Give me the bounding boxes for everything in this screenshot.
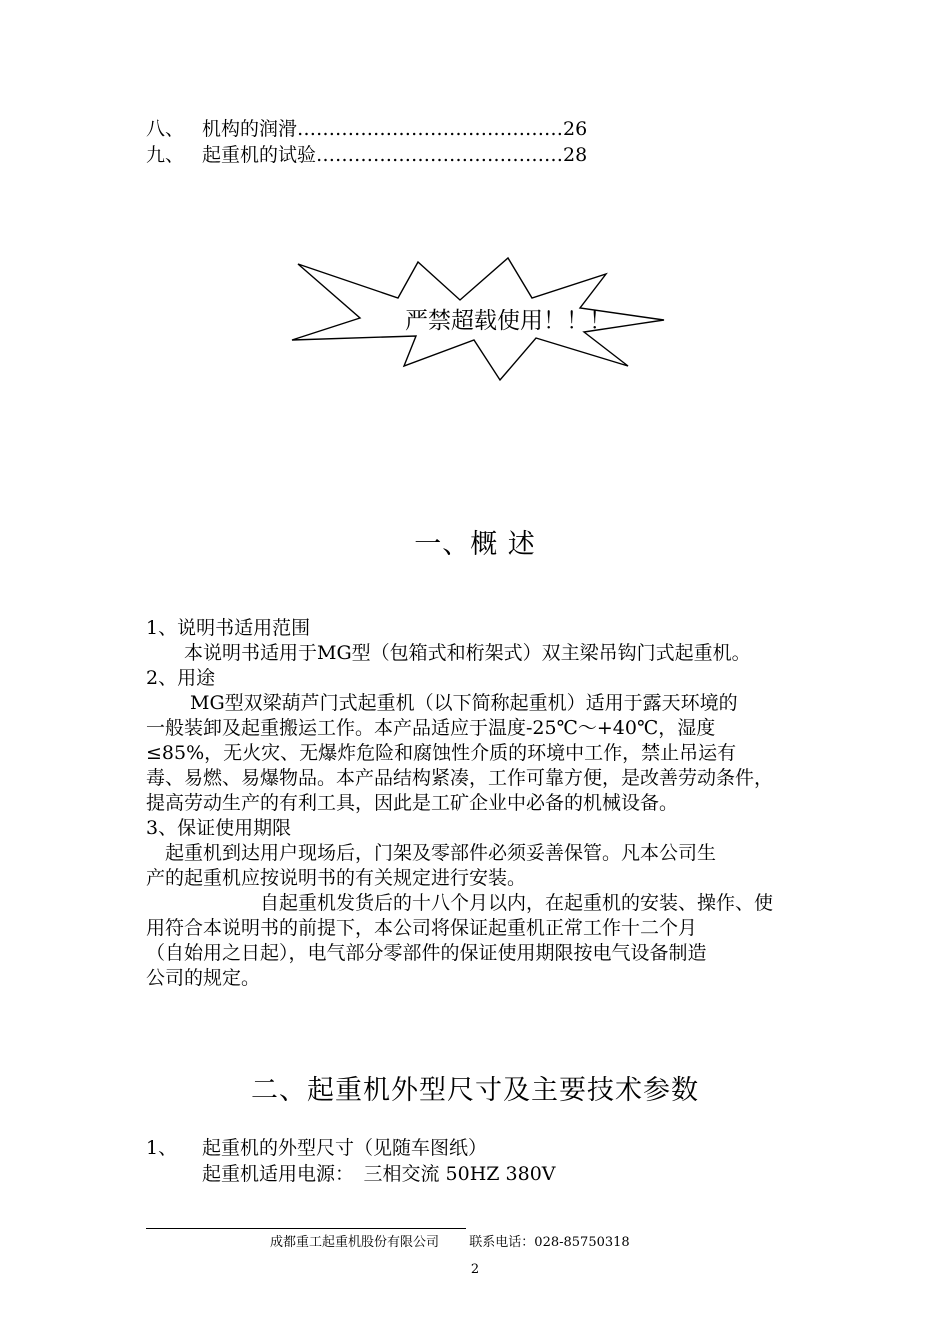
paragraph-line: （自始用之日起），电气部分零部件的保证使用期限按电气设备制造 <box>146 942 707 964</box>
paragraph-line: 2、用途 <box>146 667 216 689</box>
item-number: 1、 <box>146 1137 178 1159</box>
page-number: 2 <box>470 1262 480 1277</box>
toc-number: 九、 <box>146 144 185 166</box>
paragraph-line: 公司的规定。 <box>146 967 261 989</box>
section1-body <box>146 616 773 991</box>
power-supply-line: 起重机适用电源： 三相交流 50HZ 380V <box>202 1163 556 1185</box>
toc-text: 机构的润滑……………………………………26 <box>202 118 588 140</box>
section-title-overview: 一、概 述 <box>414 529 536 560</box>
footer-contact: 联系电话：028-85750318 <box>469 1235 630 1250</box>
paragraph-line: 毒、易燃、易爆物品。本产品结构紧凑，工作可靠方便，是改善劳动条件， <box>146 767 774 789</box>
footer-company: 成都重工起重机股份有限公司 <box>270 1235 440 1250</box>
toc-text: 起重机的试验…………………………………28 <box>202 144 588 166</box>
footer-divider <box>146 1228 466 1229</box>
section-title-dimensions: 二、起重机外型尺寸及主要技术参数 <box>251 1075 699 1106</box>
paragraph-line: 起重机到达用户现场后，门架及零部件必须妥善保管。凡本公司生 <box>146 842 717 864</box>
paragraph-line: 产的起重机应按说明书的有关规定进行安装。 <box>146 867 527 889</box>
paragraph-line: 3、保证使用期限 <box>146 817 292 839</box>
paragraph-line: 用符合本说明书的前提下，本公司将保证起重机正常工作十二个月 <box>146 917 698 939</box>
item-text: 起重机的外型尺寸（见随车图纸） <box>202 1137 488 1159</box>
footer <box>270 1231 630 1250</box>
overload-warning: 严禁超载使用！！！ <box>405 308 612 334</box>
paragraph-line: 一般装卸及起重搬运工作。本产品适应于温度-25℃～+40℃，湿度 <box>146 717 716 739</box>
paragraph-line: 本说明书适用于MG型（包箱式和桁架式）双主梁吊钩门式起重机。 <box>146 642 751 664</box>
paragraph-line: 1、说明书适用范围 <box>146 617 311 639</box>
paragraph-line: ≤85%，无火灾、无爆炸危险和腐蚀性介质的环境中工作，禁止吊运有 <box>146 742 737 764</box>
paragraph-line: 自起重机发货后的十八个月以内，在起重机的安装、操作、使 <box>146 892 774 914</box>
paragraph-line: MG型双梁葫芦门式起重机（以下简称起重机）适用于露天环境的 <box>146 692 738 714</box>
toc-number: 八、 <box>146 118 185 140</box>
paragraph-line: 提高劳动生产的有利工具，因此是工矿企业中必备的机械设备。 <box>146 792 679 814</box>
